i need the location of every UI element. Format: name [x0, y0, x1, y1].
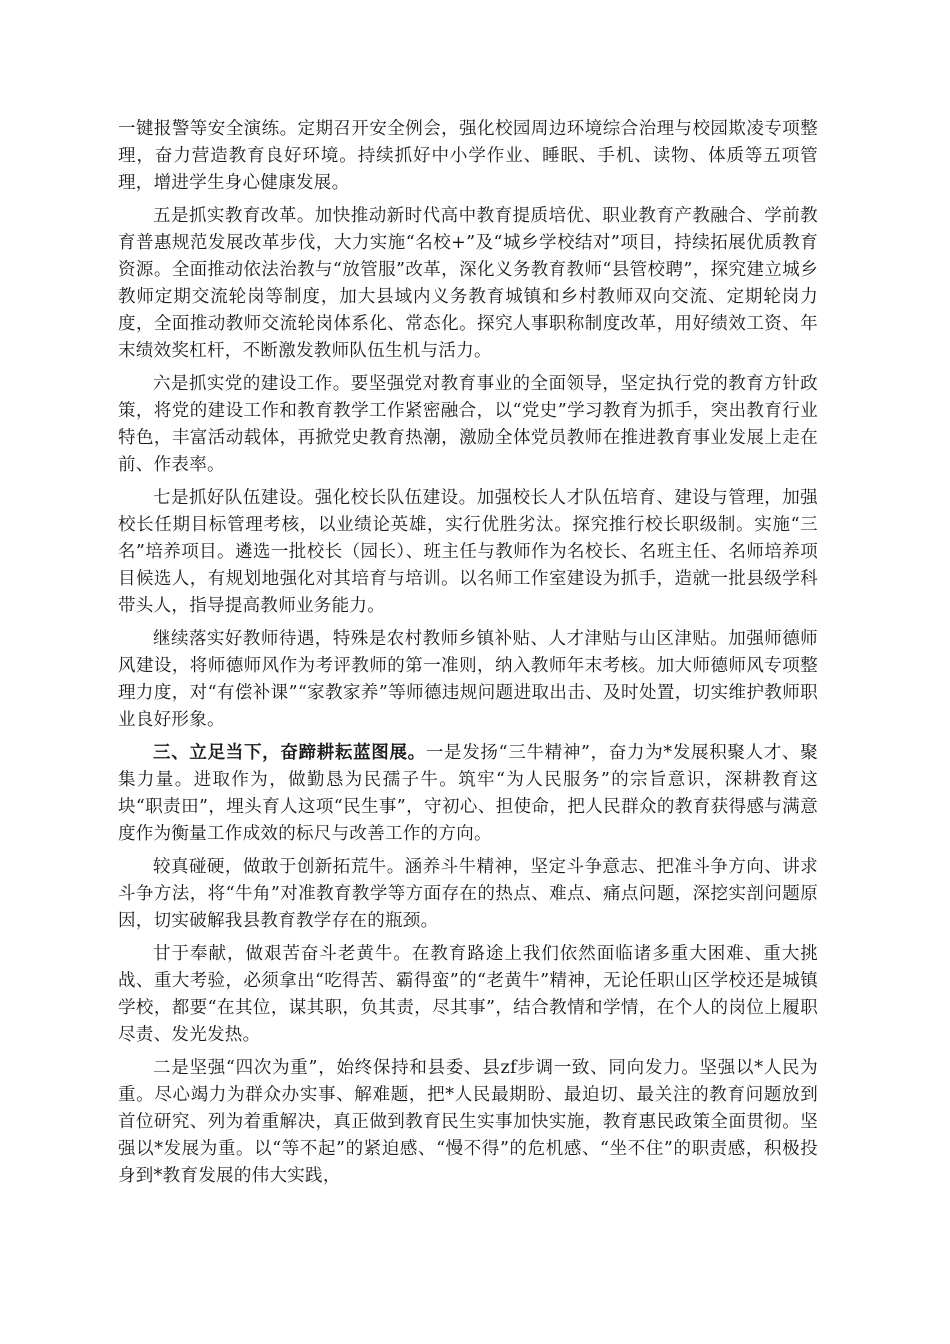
paragraph-text: 七是抓好队伍建设。强化校长队伍建设。加强校长人才队伍培育、建设与管理，加强校长任期目标管理考核，以业绩论英雄，实行优胜劣汰。探究推行校长职级制。实施“三名”培养项目。遴选一批校长（园长）、班主任与教师作为名校长、名班主任、名师培养项目候选人，有规划地强化对其培育与培训。以名师工作室建设为抓手，造就一批县级学科带头人，指导提高教师业务能力。 — [118, 488, 818, 616]
paragraph — [118, 854, 818, 935]
paragraph — [118, 203, 818, 365]
paragraph-text: 继续落实好教师待遇，特殊是农村教师乡镇补贴、人才津贴与山区津贴。加强师德师风建设，将师德师风作为考评教师的第一准则，纳入教师年末考核。加大师德师风专项整理力度，对“有偿补课”“家教家养”等师德违规问题进取出击、及时处置，切实维护教师职业良好形象。 — [118, 629, 818, 730]
paragraph-text: 一键报警等安全演练。定期召开安全例会，强化校园周边环境综合治理与校园欺凌专项整理，奋力营造教育良好环境。持续抓好中小学作业、睡眠、手机、读物、体质等五项管理，增进学生身心健康发展。 — [118, 119, 818, 193]
paragraph-text: 五是抓实教育改革。加快推动新时代高中教育提质培优、职业教育产教融合、学前教育普惠规范发展改革步伐，大力实施“名校+”及“城乡学校结对”项目，持续拓展优质教育资源。全面推动依法治教与“放管服”改革，深化义务教育教师“县管校聘”，探究建立城乡教师定期交流轮岗等制度，加大县域内义务教育城镇和乡村教师双向交流、定期轮岗力度，全面推动教师交流轮岗体系化、常态化。探究人事职称制度改革，用好绩效工资、年末绩效奖杠杆，不断激发教师队伍生机与活力。 — [118, 206, 818, 361]
paragraph-text: 六是抓实党的建设工作。要坚强党对教育事业的全面领导，坚定执行党的教育方针政策，将党的建设工作和教育教学工作紧密融合，以“党史”学习教育为抓手，突出教育行业特色，丰富活动载体，再掀党史教育热潮，激励全体党员教师在推进教育事业发展上走在前、作表率。 — [118, 374, 818, 475]
paragraph — [118, 371, 818, 479]
paragraph — [118, 626, 818, 734]
paragraph — [118, 941, 818, 1049]
paragraph — [118, 116, 818, 197]
paragraph — [118, 740, 818, 848]
paragraph — [118, 1055, 818, 1190]
paragraph-text: 一是发扬“三牛精神”，奋力为*发展积聚人才、聚集力量。进取作为，做勤恳为民孺子牛。筑牢“为人民服务”的宗旨意识，深耕教育这块“职责田”，埋头育人这项“民生事”，守初心、担使命，把人民群众的教育获得感与满意度作为衡量工作成效的标尺与改善工作的方向。 — [118, 743, 818, 844]
document-body — [118, 116, 818, 1196]
paragraph — [118, 485, 818, 620]
paragraph-text: 二是坚强“四次为重”，始终保持和县委、县zf步调一致、同向发力。坚强以*人民为重。尽心竭力为群众办实事、解难题，把*人民最期盼、最迫切、最关注的教育问题放到首位研究、列为着重解决，真正做到教育民生实事加快实施，教育惠民政策全面贯彻。坚强以*发展为重。以“等不起”的紧迫感、“慢不得”的危机感、“坐不住”的职责感，积极投身到*教育发展的伟大实践， — [118, 1058, 818, 1186]
paragraph-text: 较真碰硬，做敢于创新拓荒牛。涵养斗牛精神，坚定斗争意志、把准斗争方向、讲求斗争方法，将“牛角”对准教育教学等方面存在的热点、难点、痛点问题，深挖实剖问题原因，切实破解我县教育教学存在的瓶颈。 — [118, 857, 818, 931]
paragraph-text: 甘于奉献，做艰苦奋斗老黄牛。在教育路途上我们依然面临诸多重大困难、重大挑战、重大考验，必须拿出“吃得苦、霸得蛮”的“老黄牛”精神，无论任职山区学校还是城镇学校，都要“在其位，谋其职，负其责，尽其事”，结合教情和学情，在个人的岗位上履职尽责、发光发热。 — [118, 944, 818, 1045]
paragraph-heading: 三、立足当下，奋蹄耕耘蓝图展。 — [153, 743, 426, 763]
